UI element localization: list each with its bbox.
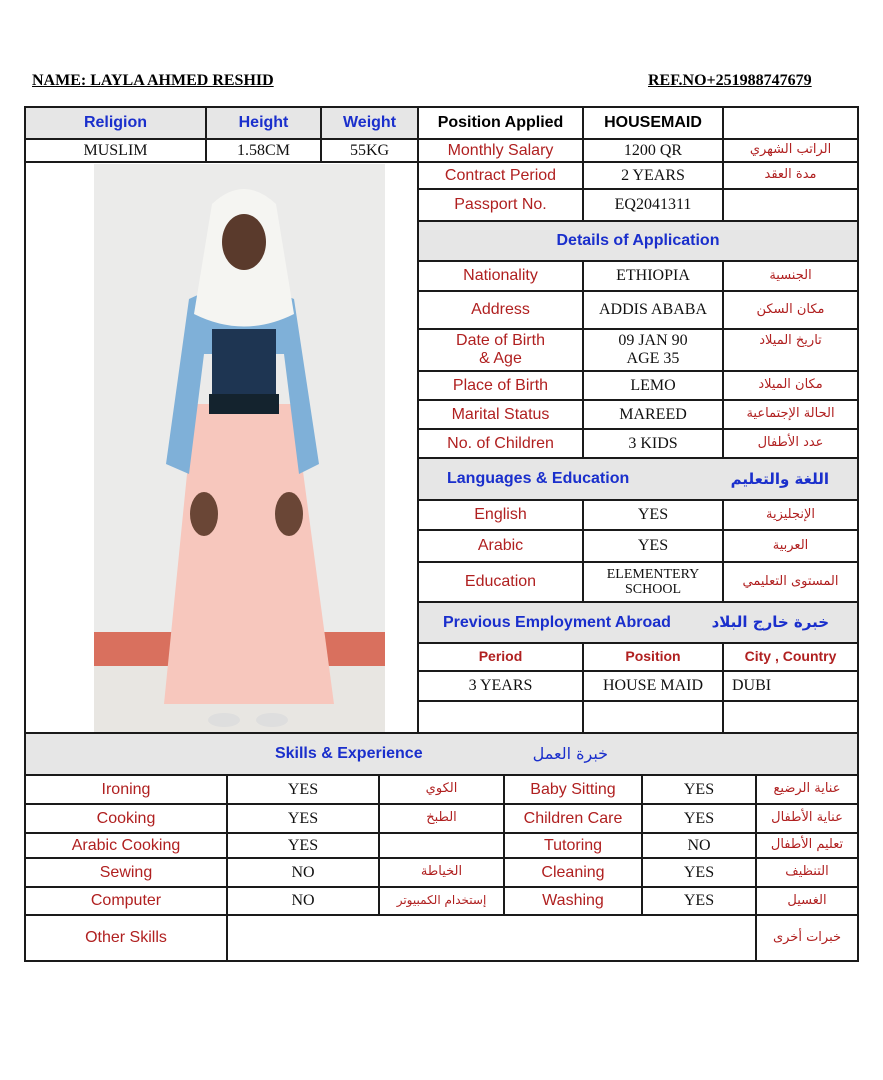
empty-cell (722, 188, 859, 222)
employment-title-arabic: خبرة خارج البلاد (711, 613, 829, 632)
employment-city-header: City , Country (722, 642, 859, 672)
dob-date: 09 JAN 90 (618, 332, 688, 350)
skill-right-value: YES (641, 857, 757, 888)
monthly-salary-label: Monthly Salary (417, 138, 584, 163)
skill-right-value: YES (641, 774, 757, 805)
address-label: Address (417, 290, 584, 330)
nationality-arabic: الجنسية (722, 260, 859, 292)
employment-period-value: 3 YEARS (417, 670, 584, 702)
skill-left-arabic: الكوي (378, 774, 505, 805)
religion-label: Religion (24, 106, 207, 140)
contract-period-value: 2 YEARS (582, 161, 724, 190)
education-value-line2: SCHOOL (624, 582, 681, 597)
skill-right-label: Tutoring (503, 832, 643, 859)
employment-position-value: HOUSE MAID (582, 670, 724, 702)
education-label: Education (417, 561, 584, 603)
address-value: ADDIS ABABA (582, 290, 724, 330)
skill-left-value: YES (226, 803, 380, 834)
height-label: Height (205, 106, 322, 140)
languages-title-arabic: اللغة والتعليم (730, 469, 829, 488)
employment-position-header: Position (582, 642, 724, 672)
education-value-line1: ELEMENTERY (606, 566, 700, 582)
candidate-photo-illustration (94, 164, 385, 732)
dob-label-line1: Date of Birth (456, 332, 545, 350)
skill-left-value: NO (226, 857, 380, 888)
children-value: 3 KIDS (582, 428, 724, 459)
skill-right-label: Children Care (503, 803, 643, 834)
height-value: 1.58CM (205, 138, 322, 163)
skill-right-value: NO (641, 832, 757, 859)
arabic-arabic: العربية (722, 529, 859, 563)
contract-period-label: Contract Period (417, 161, 584, 190)
skill-left-arabic: الخياطة (378, 857, 505, 888)
place-of-birth-value: LEMO (582, 370, 724, 401)
empty-cell (722, 700, 859, 734)
monthly-salary-value: 1200 QR (582, 138, 724, 163)
english-value: YES (582, 499, 724, 531)
empty-cell (722, 106, 859, 140)
skills-title: Skills & Experience (274, 745, 423, 763)
address-arabic: مكان السكن (722, 290, 859, 330)
details-section-title: Details of Application (417, 220, 859, 262)
weight-value: 55KG (320, 138, 419, 163)
skills-title-arabic: خبرة العمل (532, 744, 609, 764)
passport-label: Passport No. (417, 188, 584, 222)
arabic-value: YES (582, 529, 724, 563)
place-of-birth-arabic: مكان الميلاد (722, 370, 859, 401)
skill-right-value: YES (641, 803, 757, 834)
nationality-label: Nationality (417, 260, 584, 292)
arabic-label: Arabic (417, 529, 584, 563)
marital-status-label: Marital Status (417, 399, 584, 430)
dob-value (582, 328, 724, 372)
employment-title: Previous Employment Abroad (443, 613, 671, 631)
english-label: English (417, 499, 584, 531)
skill-left-label: Ironing (24, 774, 228, 805)
position-applied-value: HOUSEMAID (582, 106, 724, 140)
skill-left-label: Cooking (24, 803, 228, 834)
employment-period-header: Period (417, 642, 584, 672)
passport-value: EQ2041311 (582, 188, 724, 222)
skill-left-arabic (378, 832, 505, 859)
dob-label-line2: & Age (479, 350, 522, 367)
dob-age: AGE 35 (626, 350, 680, 367)
education-arabic: المستوى التعليمي (722, 561, 859, 603)
dob-label (417, 328, 584, 372)
skill-right-arabic: عناية الأطفال (755, 803, 859, 834)
dob-arabic: تاريخ الميلاد (722, 328, 859, 372)
skill-right-label: Cleaning (503, 857, 643, 888)
other-skills-value (226, 914, 757, 962)
skill-left-value: YES (226, 832, 380, 859)
candidate-photo (94, 164, 385, 732)
children-arabic: عدد الأطفال (722, 428, 859, 459)
religion-value: MUSLIM (24, 138, 207, 163)
contract-period-arabic: مدة العقد (722, 161, 859, 190)
empty-cell (582, 700, 724, 734)
education-value (582, 561, 724, 603)
skill-right-label: Baby Sitting (503, 774, 643, 805)
place-of-birth-label: Place of Birth (417, 370, 584, 401)
employment-section-title (417, 601, 859, 644)
other-skills-label: Other Skills (24, 914, 228, 962)
skill-right-value: YES (641, 886, 757, 916)
candidate-name: NAME: LAYLA AHMED RESHID (32, 72, 274, 89)
skill-right-label: Washing (503, 886, 643, 916)
skill-left-value: NO (226, 886, 380, 916)
languages-section-title (417, 457, 859, 501)
marital-status-arabic: الحالة الإجتماعية (722, 399, 859, 430)
skill-right-arabic: الغسيل (755, 886, 859, 916)
monthly-salary-arabic: الراتب الشهري (722, 138, 859, 163)
other-skills-arabic: خبرات أخرى (755, 914, 859, 962)
children-label: No. of Children (417, 428, 584, 459)
skills-section-title (24, 732, 859, 776)
skill-left-arabic: إستخدام الكمبيوتر (378, 886, 505, 916)
skill-left-value: YES (226, 774, 380, 805)
nationality-value: ETHIOPIA (582, 260, 724, 292)
skill-left-label: Computer (24, 886, 228, 916)
position-applied-label: Position Applied (417, 106, 584, 140)
skill-right-arabic: عناية الرضيع (755, 774, 859, 805)
skill-left-arabic: الطبخ (378, 803, 505, 834)
employment-city-value: DUBI (722, 670, 859, 702)
skill-right-arabic: التنظيف (755, 857, 859, 888)
skill-right-arabic: تعليم الأطفال (755, 832, 859, 859)
skill-left-label: Arabic Cooking (24, 832, 228, 859)
weight-label: Weight (320, 106, 419, 140)
marital-status-value: MAREED (582, 399, 724, 430)
english-arabic: الإنجليزية (722, 499, 859, 531)
reference-number: REF.NO+251988747679 (648, 72, 812, 89)
empty-cell (417, 700, 584, 734)
languages-title: Languages & Education (447, 470, 630, 488)
skill-left-label: Sewing (24, 857, 228, 888)
